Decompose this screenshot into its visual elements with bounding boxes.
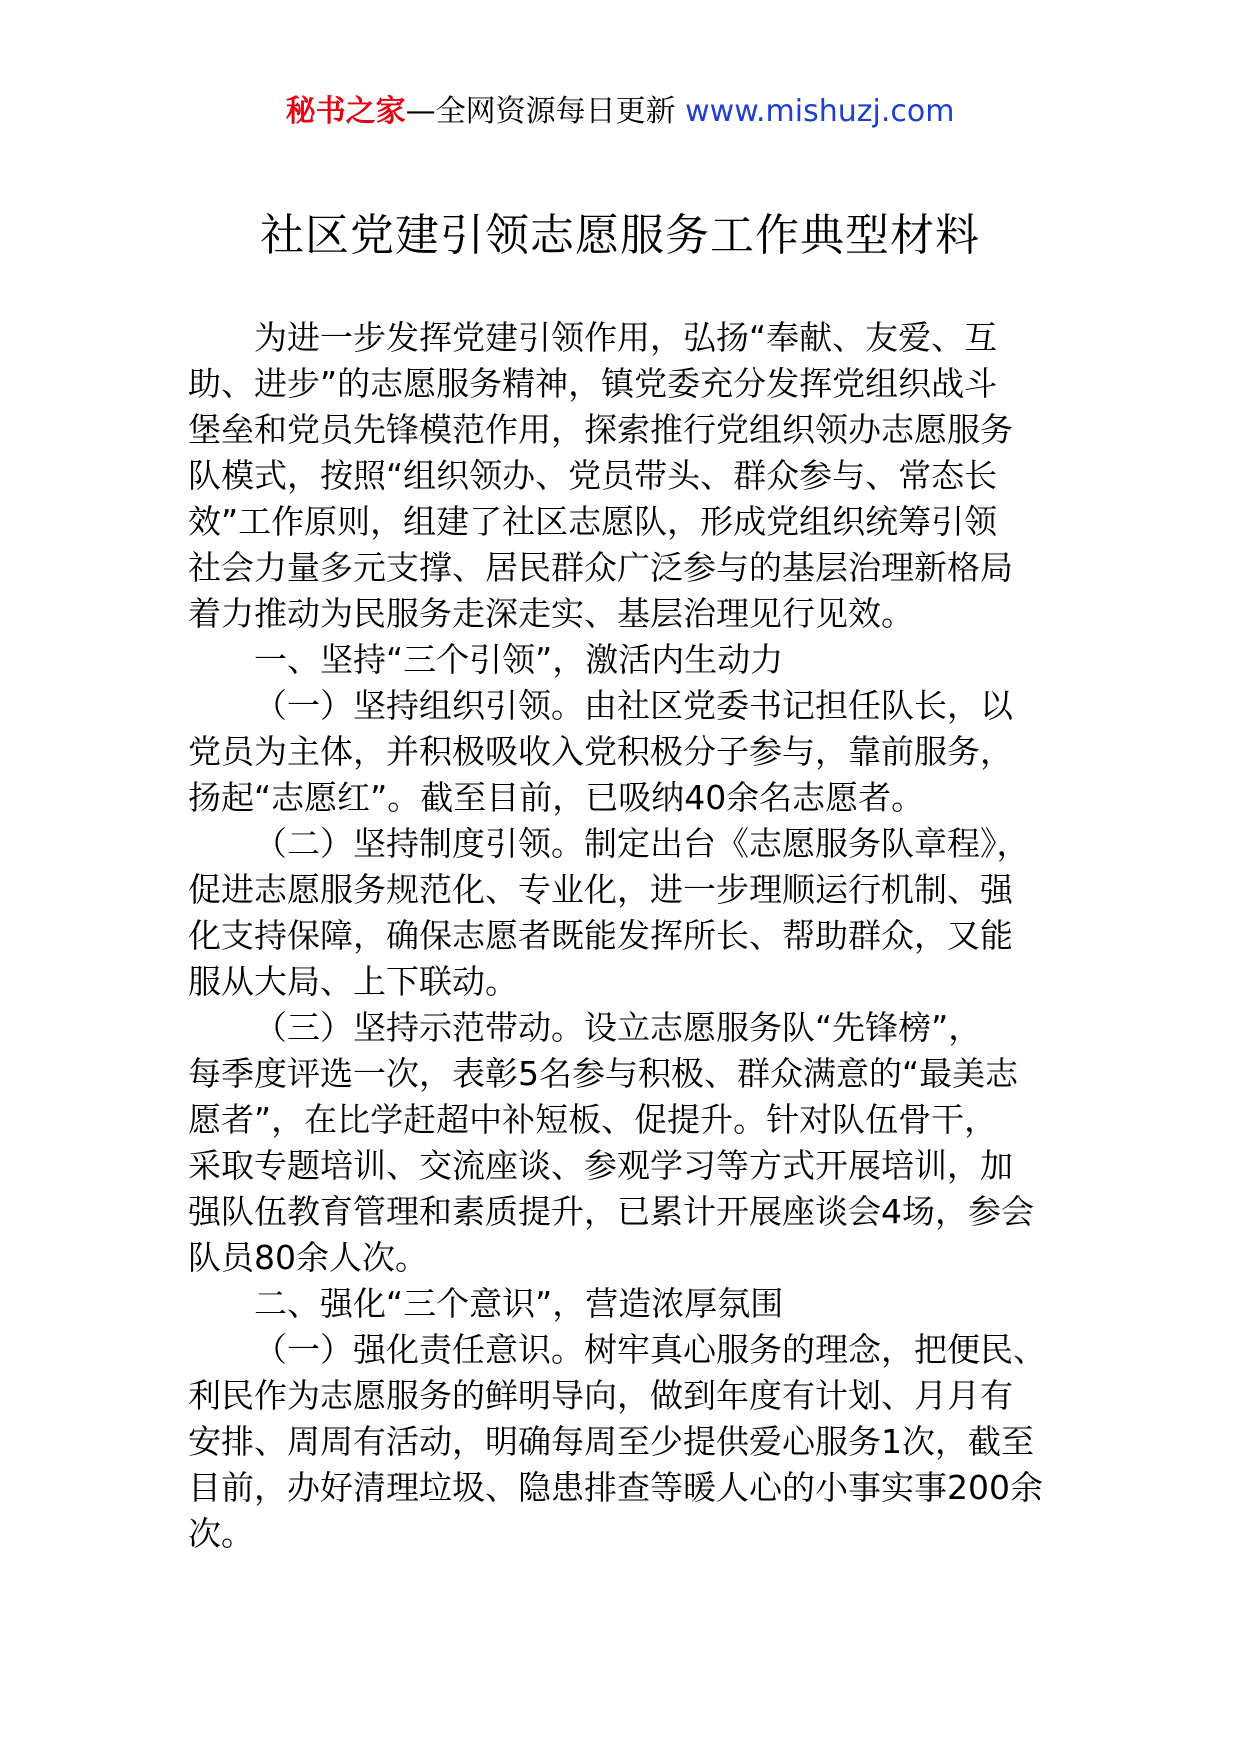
text-line: 为进一步发挥党建引领作用，弘扬“奉献、友爱、互 [254,318,998,357]
text-line: 社会力量多元支撑、居民群众广泛参与的基层治理新格局 [188,548,1013,587]
text-line: 服从大局、上下联动。 [188,962,518,1001]
text-line: 安排、周周有活动，明确每周至少提供爱心服务1次，截至 [188,1422,1034,1461]
site-brand: 秘书之家 [285,94,406,129]
text-line: 化支持保障，确保志愿者既能发挥所长、帮助群众，又能 [188,916,1013,955]
text-line: 次。 [188,1514,254,1553]
text-line: 二、强化“三个意识”，营造浓厚氛围 [254,1284,784,1323]
text-line: （一）坚持组织引领。由社区党委书记担任队长，以 [254,686,1013,725]
text-line: 堡垒和党员先锋模范作用，探索推行党组织领办志愿服务 [188,410,1013,449]
text-line: 每季度评选一次，表彰5名参与积极、群众满意的“最美志 [188,1054,1019,1093]
text-line: 强队伍教育管理和素质提升，已累计开展座谈会4场，参会 [188,1192,1034,1231]
text-line: （二）坚持制度引领。制定出台《志愿服务队章程》， [254,824,1030,863]
text-line: （三）坚持示范带动。设立志愿服务队“先锋榜”， [254,1008,982,1047]
text-line: 采取专题培训、交流座谈、参观学习等方式开展培训，加 [188,1146,1013,1185]
text-line: 一、坚持“三个引领”，激活内生动力 [254,640,784,679]
text-line: 利民作为志愿服务的鲜明导向，做到年度有计划、月月有 [188,1376,1013,1415]
site-tagline: —全网资源每日更新 [405,94,686,129]
document-body [188,315,1058,1557]
site-banner [0,92,1240,132]
text-line: （一）强化责任意识。树牢真心服务的理念，把便民、 [254,1330,1046,1369]
text-line: 党员为主体，并积极吸收入党积极分子参与，靠前服务， [188,732,1013,771]
text-line: 促进志愿服务规范化、专业化，进一步理顺运行机制、强 [188,870,1013,909]
text-line: 队员80余人次。 [188,1238,428,1277]
text-line: 着力推动为民服务走深走实、基层治理见行见效。 [188,594,914,633]
text-line: 助、进步”的志愿服务精神，镇党委充分发挥党组织战斗 [188,364,998,403]
text-line: 效”工作原则，组建了社区志愿队，形成党组织统筹引领 [188,502,998,541]
text-line: 目前，办好清理垃圾、隐患排查等暖人心的小事实事200余 [188,1468,1043,1507]
text-line: 队模式，按照“组织领办、党员带头、群众参与、常态长 [188,456,998,495]
document-title: 社区党建引领志愿服务工作典型材料 [260,210,980,261]
site-url-link[interactable]: www.mishuzj.com [685,94,955,129]
text-line: 扬起“志愿红”。截至目前，已吸纳40余名志愿者。 [188,778,925,817]
text-line: 愿者”，在比学赶超中补短板、促提升。针对队伍骨干， [188,1100,998,1139]
